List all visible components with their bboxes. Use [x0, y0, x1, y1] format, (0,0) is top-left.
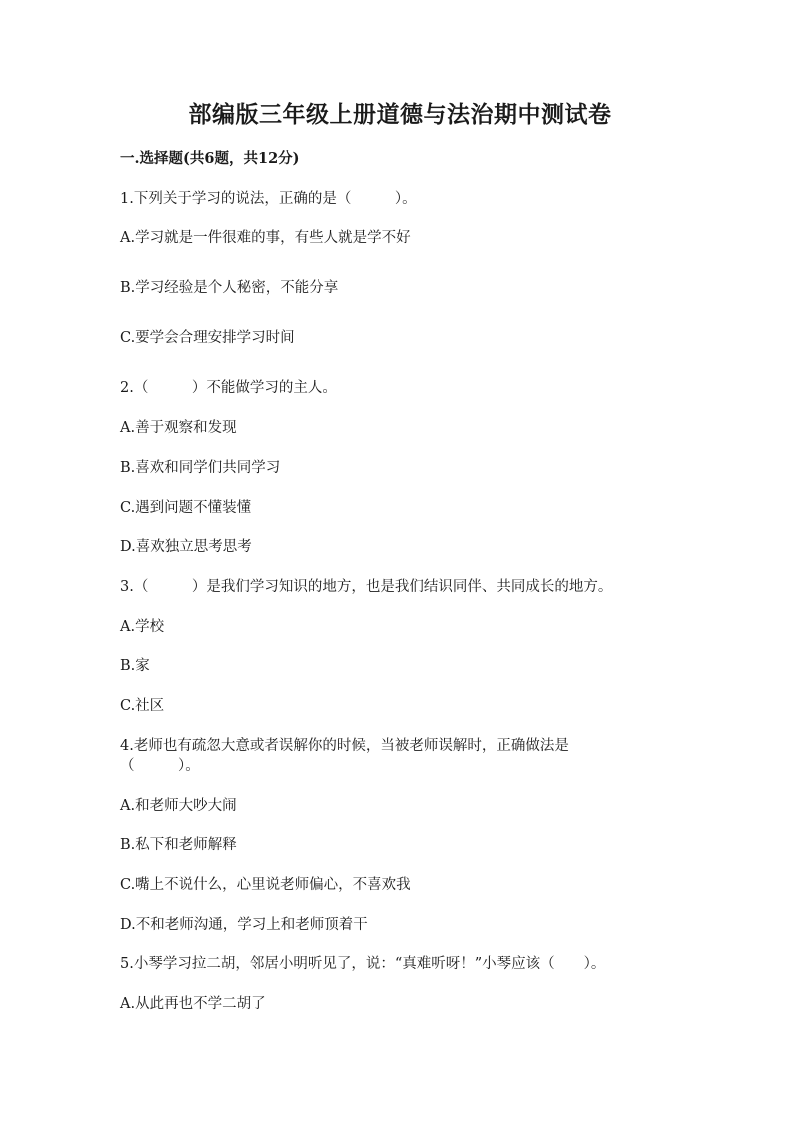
question-1-option-c: C.要学会合理安排学习时间	[120, 330, 295, 346]
question-1-option-a: A.学习就是一件很难的事，有些人就是学不好	[120, 230, 411, 246]
question-2-option-d: D.喜欢独立思考思考	[120, 539, 252, 555]
question-2-option-b: B.喜欢和同学们共同学习	[120, 460, 281, 476]
question-4-option-a: A.和老师大吵大闹	[120, 798, 237, 814]
question-5-option-a: A.从此再也不学二胡了	[120, 996, 266, 1012]
question-2-stem: 2.（ ）不能做学习的主人。	[120, 380, 337, 396]
question-2-option-c: C.遇到问题不懂装懂	[120, 500, 252, 516]
question-2-option-a: A.善于观察和发现	[120, 420, 237, 436]
question-4-option-b: B.私下和老师解释	[120, 837, 237, 853]
question-4-option-d: D.不和老师沟通，学习上和老师顶着干	[120, 917, 368, 933]
question-3-option-c: C.社区	[120, 698, 165, 714]
question-3-stem: 3.（ ）是我们学习知识的地方，也是我们结识同伴、共同成长的地方。	[120, 579, 613, 595]
question-1-option-b: B.学习经验是个人秘密，不能分享	[120, 280, 339, 296]
question-3-option-b: B.家	[120, 658, 150, 674]
exam-title: 部编版三年级上册道德与法治期中测试卷	[188, 101, 612, 128]
question-3-option-a: A.学校	[120, 619, 165, 635]
question-4-stem-continued: （ ）。	[120, 758, 200, 774]
question-4-stem: 4.老师也有疏忽大意或者误解你的时候，当被老师误解时，正确做法是	[120, 738, 569, 754]
question-4-option-c: C.嘴上不说什么，心里说老师偏心，不喜欢我	[120, 877, 411, 893]
question-5-stem: 5.小琴学习拉二胡，邻居小明听见了，说：“真难听呀！”小琴应该（ ）。	[120, 956, 606, 972]
section-heading: 一.选择题(共6题，共12分)	[120, 150, 300, 167]
question-1-stem: 1.下列关于学习的说法，正确的是（ ）。	[120, 191, 417, 207]
